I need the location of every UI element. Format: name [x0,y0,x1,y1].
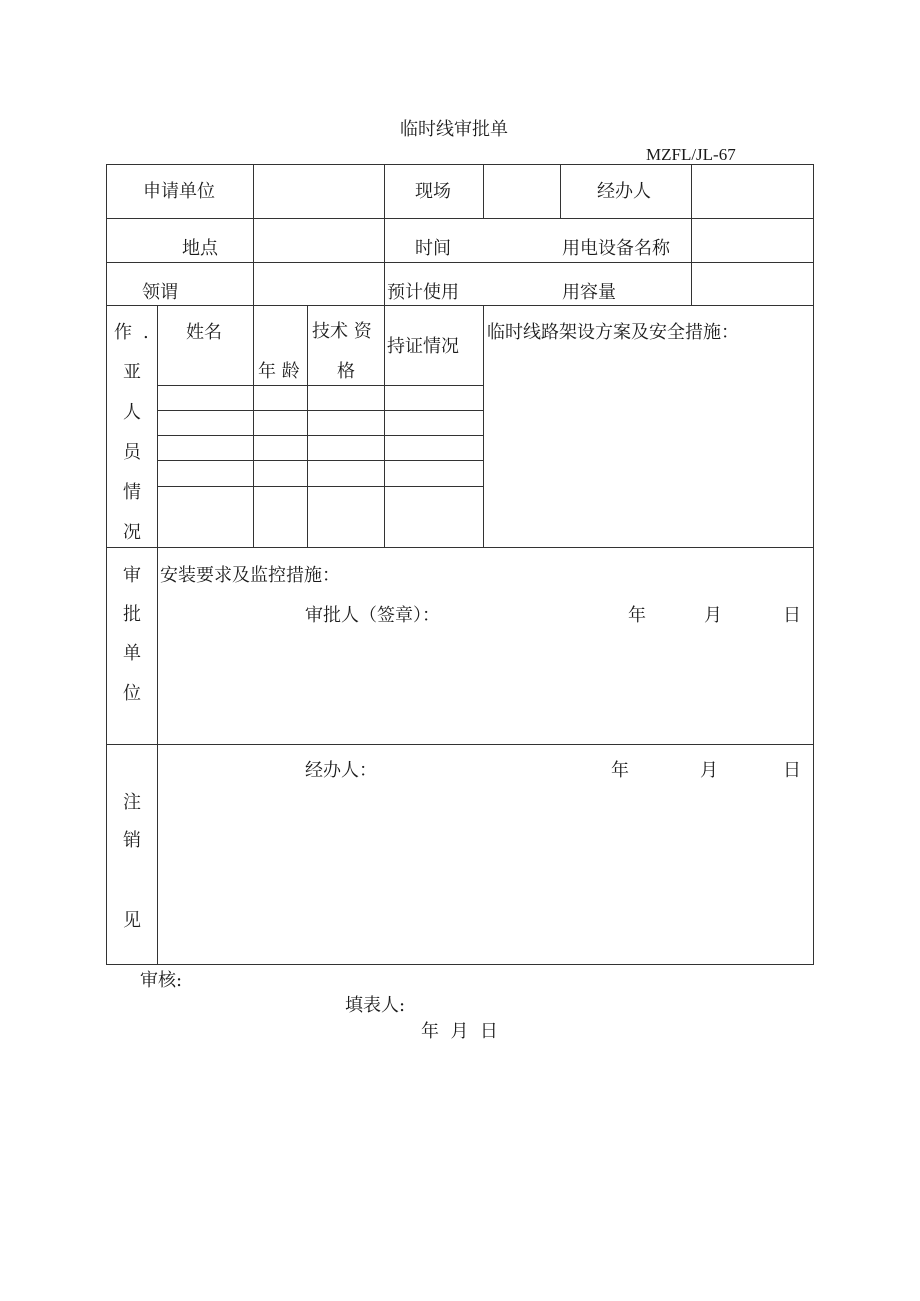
handler-label: 经办人 [597,181,651,202]
workers-side-char: . [143,322,149,343]
cancel-month: 月 [700,760,718,781]
cancel-side-char: 销 [123,830,141,851]
page-title: 临时线审批单 [400,119,508,140]
approval-day: 日 [783,605,801,626]
workers-side-char: 情 [123,482,141,503]
workers-side-char: 人 [123,402,141,423]
cancel-side-char: 见 [123,910,141,931]
col-cert-header: 持证情况 [387,336,459,357]
cancel-day: 日 [783,760,801,781]
time-label: 时间 [415,238,451,259]
planned-use-label: 预计使用 [387,282,459,303]
workers-side-char: 员 [123,442,141,463]
approval-side-char: 批 [123,604,141,625]
col-skill-header-2: 格 [337,361,355,382]
applicant-unit-label: 申请单位 [143,181,215,202]
approver-label: 审批人（签章）： [305,605,440,626]
col-skill-header: 技术 资 [312,321,372,342]
cancel-side-char: 注 [123,792,141,813]
lead-label: 领谓 [142,282,178,303]
requirements-label: 安装要求及监控措施： [160,565,340,586]
approval-side-char: 单 [123,643,141,664]
equipment-name-label: 用电设备名称 [562,238,670,259]
approval-month: 月 [704,605,722,626]
capacity-label: 用容量 [562,282,616,303]
workers-side-char: 况 [123,522,141,543]
review-label: 审核: [140,970,183,991]
approval-side-char: 审 [123,565,141,586]
footer-date: 年 月 日 [421,1021,498,1042]
form-code: MZFL/JL-67 [646,145,736,164]
col-name-header: 姓名 [186,322,222,343]
site-label: 现场 [415,181,451,202]
cancel-handler-label: 经办人： [305,760,377,781]
cancel-year: 年 [611,760,629,781]
filler-label: 填表人: [345,995,406,1016]
col-age-header: 年 龄 [258,361,300,382]
plan-label: 临时线路架设方案及安全措施： [487,322,739,343]
approval-side-char: 位 [123,683,141,704]
approval-year: 年 [628,605,646,626]
workers-side-char: 作 [114,322,132,343]
workers-side-char: 亚 [123,362,141,383]
location-label: 地点 [182,238,218,259]
